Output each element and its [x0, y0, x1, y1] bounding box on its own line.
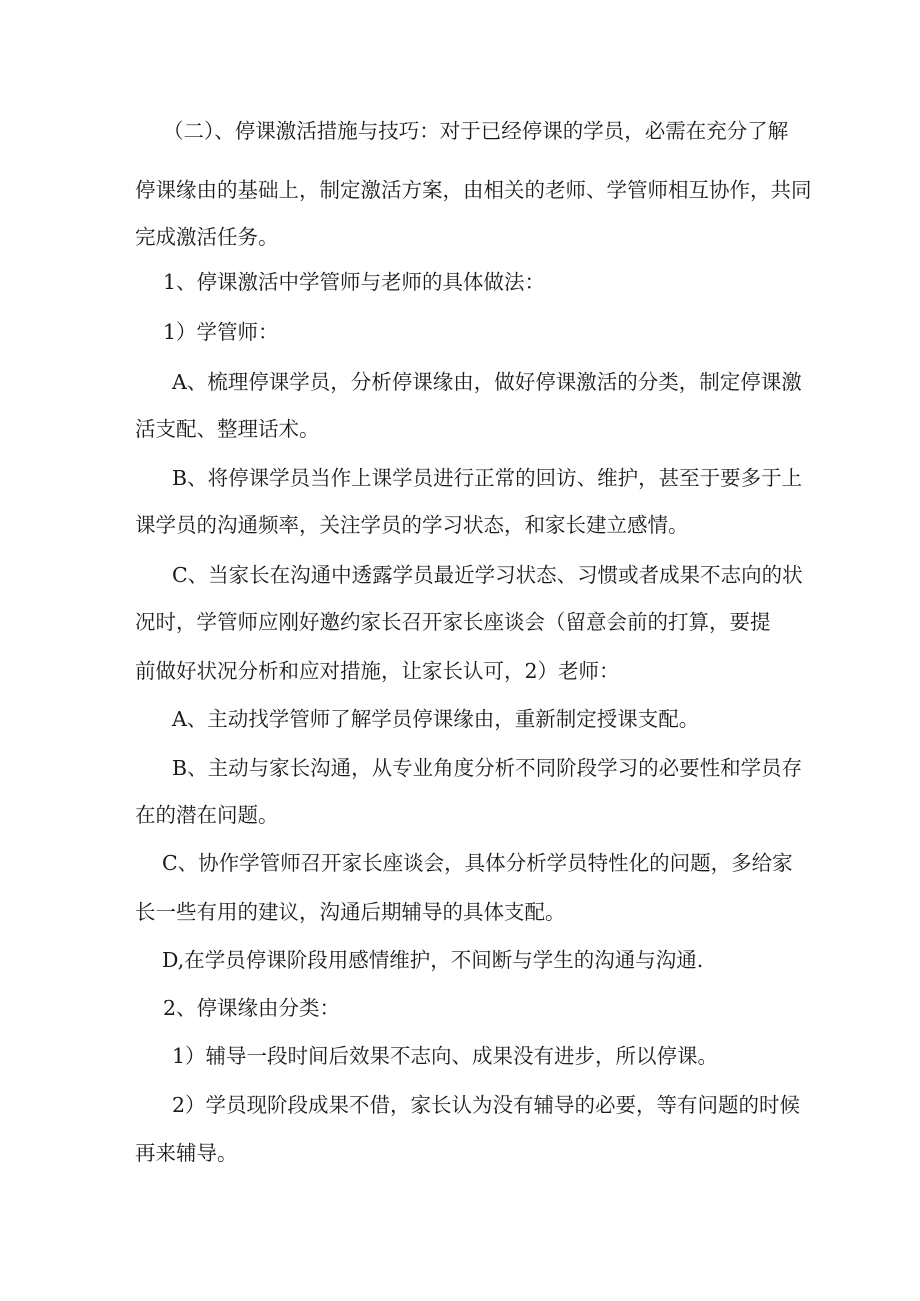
paragraph-2-heading-line-2: 停课缘由的基础上，制定激活方案，由相关的老师、学管师相互协作，共同: [135, 178, 812, 202]
item-c-line-3: 前做好状况分析和应对措施，让家长认可，2）老师：: [135, 659, 620, 683]
item-a-line-2: 活支配、整理话术。: [135, 417, 320, 441]
section-2-title: 2、停课缘由分类：: [163, 996, 341, 1020]
teacher-item-b-line-2: 在的潜在问题。: [135, 803, 279, 827]
item-c-line-1: C、当家长在沟通中透露学员最近学习状态、习惯或者成果不志向的状: [172, 563, 803, 587]
reason-2-line-1: 2）学员现阶段成果不借，家长认为没有辅导的必要，等有问题的时候: [172, 1093, 801, 1117]
subsection-1-title: 1）学管师：: [163, 320, 279, 344]
item-b-line-1: B、将停课学员当作上课学员进行正常的回访、维护，甚至于要多于上: [172, 466, 803, 490]
reason-1: 1）辅导一段时间后效果不志向、成果没有进步，所以停课。: [172, 1044, 719, 1068]
item-c-line-2: 况时，学管师应刚好邀约家长召开家长座谈会（留意会前的打算，要提: [135, 610, 771, 634]
teacher-item-d: D,在学员停课阶段用感情维护，不间断与学生的沟通与沟通.: [162, 948, 704, 972]
item-a-line-1: A、梳理停课学员，分析停课缘由，做好停课激活的分类，制定停课激: [172, 370, 802, 394]
teacher-item-c-line-2: 长一些有用的建议，沟通后期辅导的具体支配。: [135, 900, 566, 924]
section-1-title: 1、停课激活中学管师与老师的具体做法：: [163, 270, 546, 294]
teacher-item-c-line-1: C、协作学管师召开家长座谈会，具体分析学员特性化的问题，多给家: [162, 851, 793, 875]
teacher-item-a: A、主动找学管师了解学员停课缘由，重新制定授课支配。: [172, 707, 700, 731]
item-b-line-2: 课学员的沟通频率，关注学员的学习状态，和家长建立感情。: [135, 513, 689, 537]
paragraph-2-heading-line-3: 完成激活任务。: [135, 225, 279, 249]
paragraph-2-heading-line-1: （二）、停课激活措施与技巧：对于已经停课的学员，必需在充分了解: [163, 119, 789, 143]
teacher-item-b-line-1: B、主动与家长沟通，从专业角度分析不同阶段学习的必要性和学员存: [172, 756, 803, 780]
reason-2-line-2: 再来辅导。: [135, 1141, 238, 1165]
